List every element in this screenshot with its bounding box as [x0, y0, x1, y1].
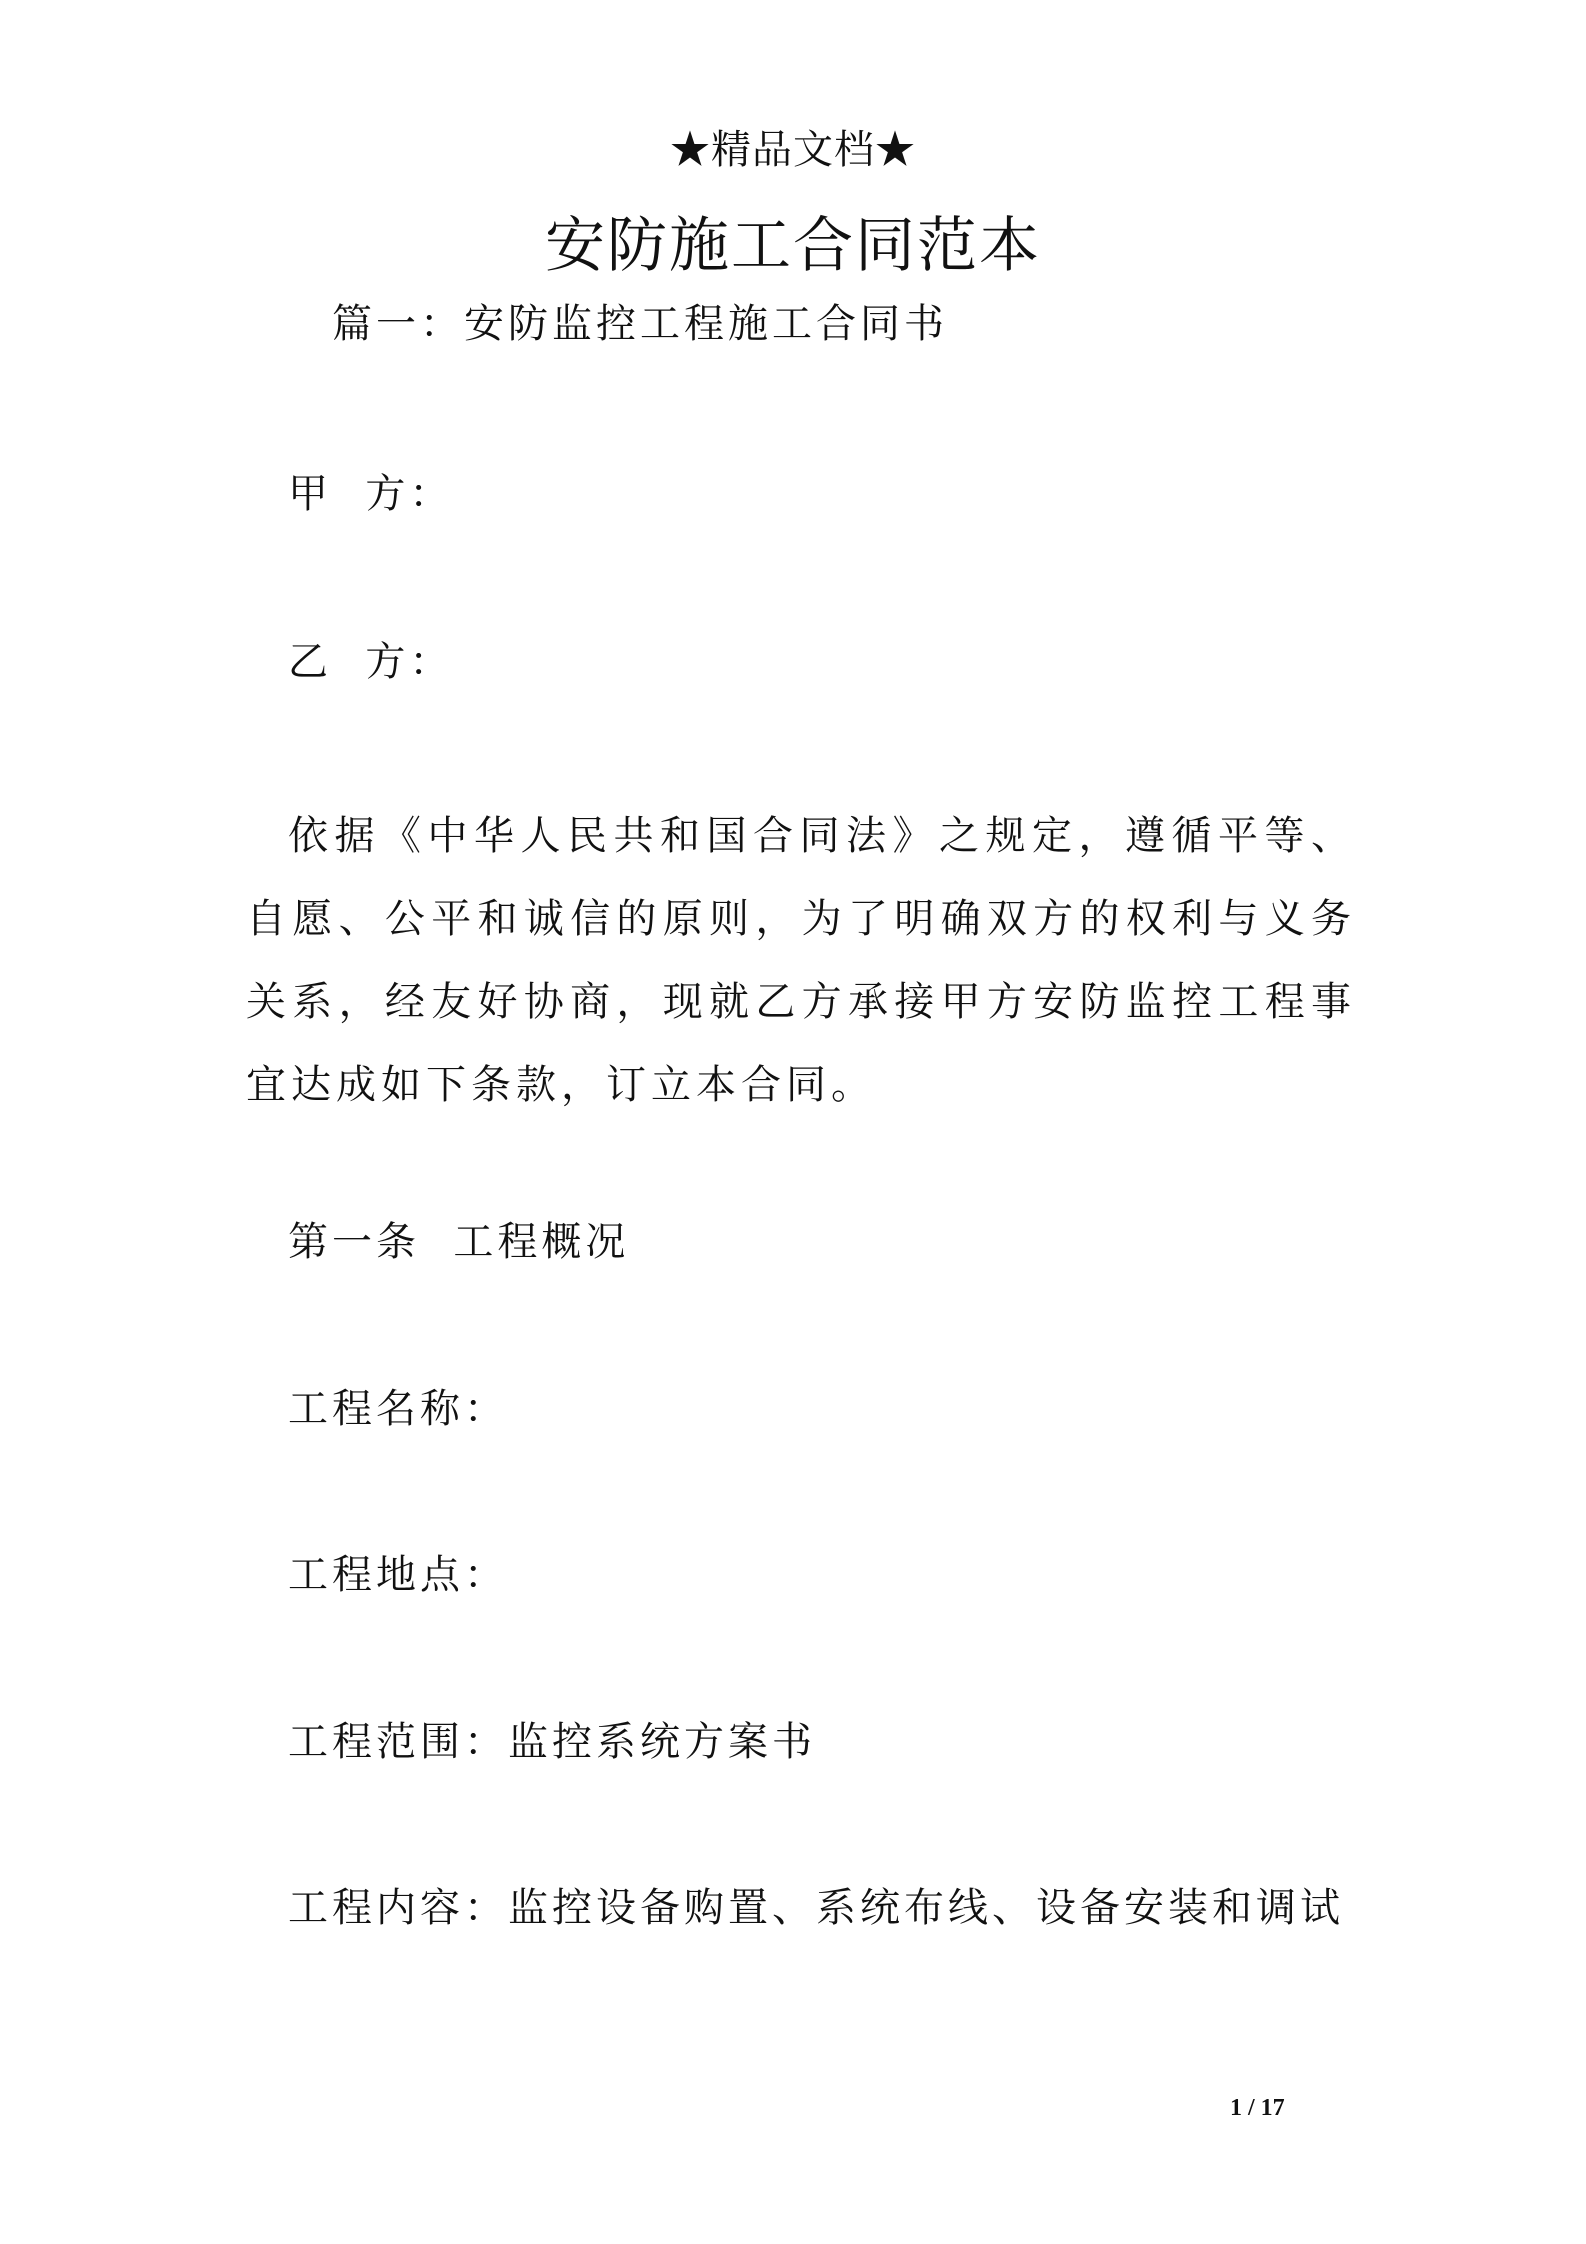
project-content-field: 工程内容：监控设备购置、系统布线、设备安装和调试: [288, 1885, 1344, 1931]
document-title: 安防施工合同范本: [545, 211, 1041, 281]
intro-paragraph: 依据《中华人民共和国合同法》之规定，遵循平等、自愿、公平和诚信的原则，为了明确双方的权利与义务关系，经友好协商，现就乙方承接甲方安防监控工程事宜达成如下条款，订立本合同。: [246, 813, 1356, 1108]
quality-header-mark: ★精品文档★: [670, 127, 916, 173]
project-name-field: 工程名称：: [288, 1386, 508, 1432]
party-b-label: 乙 方：: [288, 639, 454, 685]
project-site-field: 工程地点：: [288, 1552, 508, 1598]
page-number: 1 / 17: [1230, 2095, 1285, 2121]
project-scope-field: 工程范围：监控系统方案书: [288, 1719, 816, 1765]
article-1-heading: 第一条 工程概况: [288, 1219, 630, 1265]
party-a-label: 甲 方：: [288, 471, 454, 517]
document-subtitle: 篇一：安防监控工程施工合同书: [332, 301, 948, 347]
